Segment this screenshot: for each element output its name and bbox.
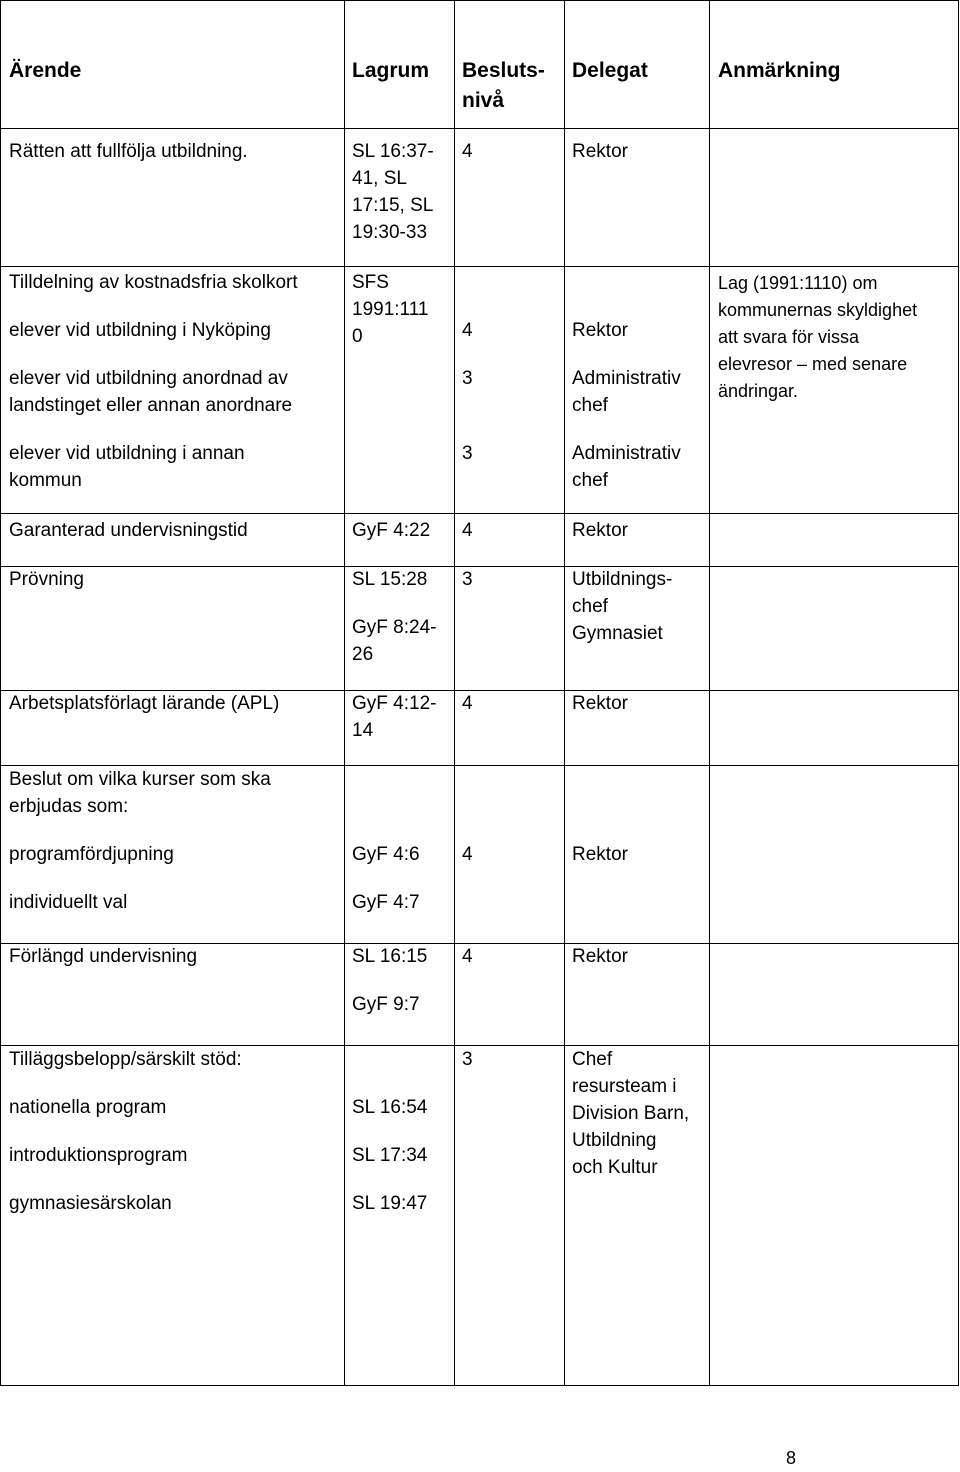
cell-arende: introduktionsprogram xyxy=(9,1145,188,1166)
header-beslutsniva-line1: Besluts- xyxy=(462,59,545,82)
cell-lagrum: 17:15, SL xyxy=(352,195,434,216)
cell-anmarkning: elevresor – med senare xyxy=(718,354,908,374)
cell-lagrum: 19:30-33 xyxy=(352,222,428,243)
header-lagrum: Lagrum xyxy=(352,59,430,82)
cell-niva: 3 xyxy=(462,443,473,464)
table-border-bottom xyxy=(0,1385,959,1386)
cell-arende: erbjudas som: xyxy=(9,796,129,817)
cell-niva: 3 xyxy=(462,368,473,389)
cell-anmarkning: att svara för vissa xyxy=(718,327,860,347)
page-number: 8 xyxy=(786,1448,797,1468)
cell-arende: Prövning xyxy=(9,569,84,590)
cell-lagrum: SL 16:15 xyxy=(352,946,428,967)
cell-niva: 4 xyxy=(462,520,473,541)
cell-delegat: Gymnasiet xyxy=(572,623,663,644)
row-divider xyxy=(0,513,959,514)
cell-niva: 4 xyxy=(462,320,473,341)
cell-anmarkning: Lag (1991:1110) om xyxy=(718,273,878,293)
cell-delegat: Rektor xyxy=(572,693,628,714)
cell-lagrum: SL 16:37- xyxy=(352,141,434,162)
cell-arende: nationella program xyxy=(9,1097,167,1118)
cell-delegat: Administrativ xyxy=(572,443,681,464)
cell-niva: 4 xyxy=(462,693,473,714)
cell-delegat: Utbildnings- xyxy=(572,569,673,590)
cell-lagrum: GyF 4:12- xyxy=(352,693,437,714)
cell-delegat: Rektor xyxy=(572,844,628,865)
cell-niva: 4 xyxy=(462,844,473,865)
column-divider xyxy=(564,0,565,1386)
cell-niva: 3 xyxy=(462,569,473,590)
cell-lagrum: SFS xyxy=(352,272,389,293)
cell-lagrum: SL 17:34 xyxy=(352,1145,428,1166)
cell-arende: individuellt val xyxy=(9,892,128,913)
cell-delegat: chef xyxy=(572,470,608,491)
cell-delegat: resursteam i xyxy=(572,1076,677,1097)
cell-delegat: Administrativ xyxy=(572,368,681,389)
cell-arende: Tilldelning av kostnadsfria skolkort xyxy=(9,272,298,293)
cell-delegat: Chef xyxy=(572,1049,613,1070)
cell-arende: Beslut om vilka kurser som ska xyxy=(9,769,271,790)
cell-anmarkning: kommunernas skyldighet xyxy=(718,300,918,320)
cell-delegat: chef xyxy=(572,395,608,416)
cell-arende: gymnasiesärskolan xyxy=(9,1193,172,1214)
cell-anmarkning: ändringar. xyxy=(718,381,799,401)
row-divider xyxy=(0,566,959,567)
cell-arende: Garanterad undervisningstid xyxy=(9,520,248,541)
row-divider xyxy=(0,128,959,129)
column-divider xyxy=(709,0,710,1386)
column-divider xyxy=(454,0,455,1386)
cell-arende: programfördjupning xyxy=(9,844,174,865)
cell-lagrum: 14 xyxy=(352,720,374,741)
header-anmarkning: Anmärkning xyxy=(718,59,841,82)
cell-arende: Tilläggsbelopp/särskilt stöd: xyxy=(9,1049,242,1070)
cell-lagrum: GyF 4:7 xyxy=(352,892,420,913)
cell-lagrum: 0 xyxy=(352,326,363,347)
cell-lagrum: 1991:111 xyxy=(352,299,429,320)
cell-lagrum: SL 15:28 xyxy=(352,569,428,590)
column-divider xyxy=(344,0,345,1386)
cell-arende: kommun xyxy=(9,470,82,491)
cell-arende: landstinget eller annan anordnare xyxy=(9,395,293,416)
cell-delegat: och Kultur xyxy=(572,1157,658,1178)
cell-delegat: Rektor xyxy=(572,946,628,967)
cell-lagrum: GyF 4:22 xyxy=(352,520,431,541)
header-arende: Ärende xyxy=(9,59,82,82)
cell-delegat: Division Barn, xyxy=(572,1103,690,1124)
cell-delegat: Rektor xyxy=(572,320,628,341)
cell-lagrum: GyF 9:7 xyxy=(352,994,420,1015)
table-border-left xyxy=(0,0,1,1386)
cell-lagrum: SL 19:47 xyxy=(352,1193,428,1214)
row-divider xyxy=(0,266,959,267)
cell-lagrum: SL 16:54 xyxy=(352,1097,428,1118)
cell-niva: 4 xyxy=(462,141,473,162)
row-divider xyxy=(0,0,959,1)
cell-niva: 3 xyxy=(462,1049,473,1070)
cell-delegat: Rektor xyxy=(572,141,628,162)
cell-arende: Arbetsplatsförlagt lärande (APL) xyxy=(9,693,280,714)
cell-lagrum: GyF 8:24- xyxy=(352,617,437,638)
cell-arende: Förlängd undervisning xyxy=(9,946,198,967)
cell-lagrum: GyF 4:6 xyxy=(352,844,420,865)
cell-delegat: Utbildning xyxy=(572,1130,657,1151)
cell-delegat: Rektor xyxy=(572,520,628,541)
cell-arende: Rätten att fullfölja utbildning. xyxy=(9,141,248,162)
cell-arende: elever vid utbildning i Nyköping xyxy=(9,320,271,341)
cell-lagrum: 26 xyxy=(352,644,374,665)
cell-delegat: chef xyxy=(572,596,608,617)
cell-arende: elever vid utbildning i annan xyxy=(9,443,245,464)
header-delegat: Delegat xyxy=(572,59,648,82)
cell-lagrum: 41, SL xyxy=(352,168,407,189)
table-border-right xyxy=(958,0,959,1386)
cell-niva: 4 xyxy=(462,946,473,967)
cell-arende: elever vid utbildning anordnad av xyxy=(9,368,288,389)
header-beslutsniva-line2: nivå xyxy=(462,89,505,112)
